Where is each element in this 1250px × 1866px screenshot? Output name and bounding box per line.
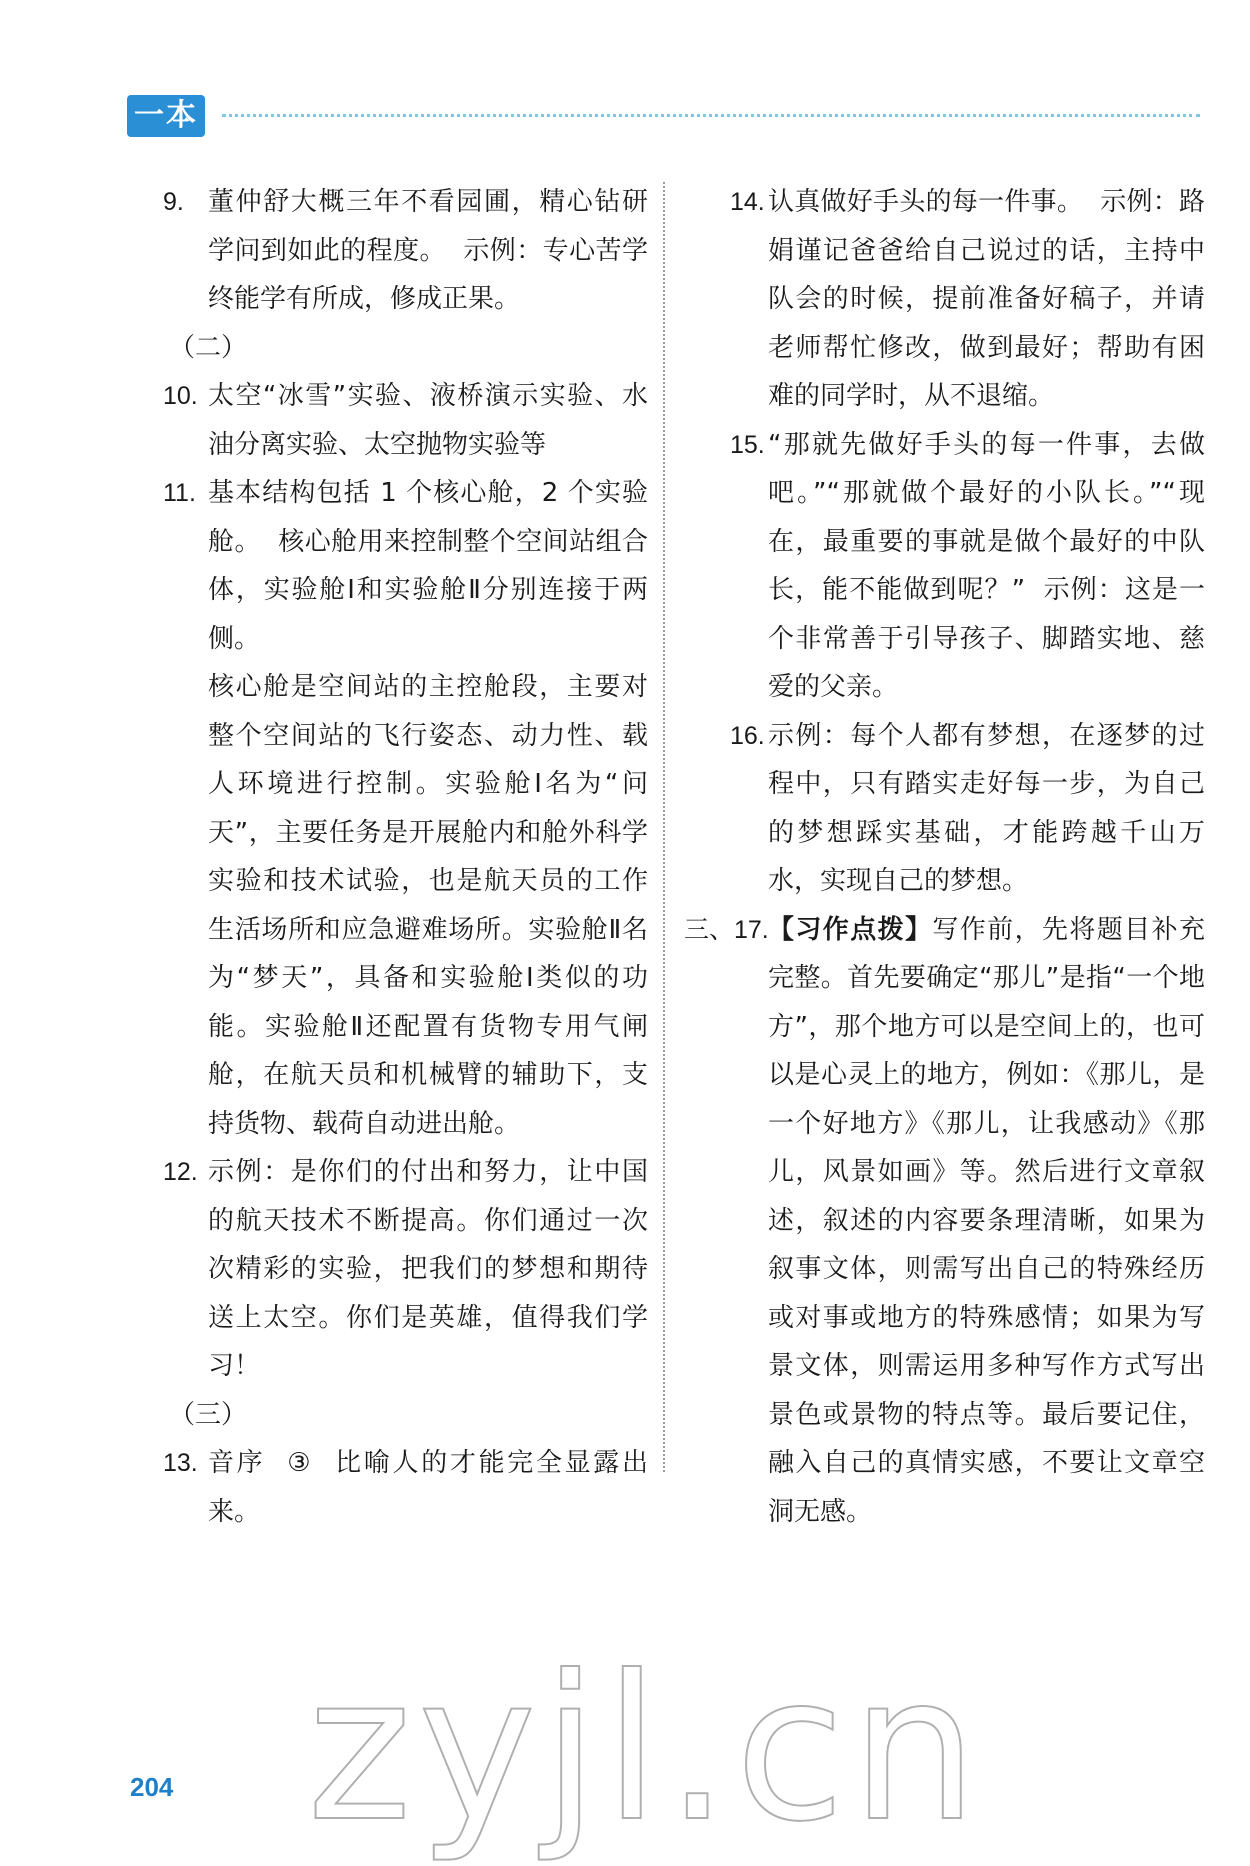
- answer-number: 三、17.: [684, 915, 769, 944]
- answer-12: [163, 1148, 648, 1391]
- answer-text: 示例：每个人都有梦想，在逐梦的过程中，只有踏实走好每一步，为自己的梦想踩实基础，才能跨越千山万水，实现自己的梦想。: [768, 720, 1205, 896]
- answer-16: [690, 712, 1205, 906]
- right-column: [684, 178, 1205, 1536]
- answer-number: 16.: [730, 721, 765, 750]
- answer-number: 12.: [163, 1158, 198, 1186]
- answer-text: 示例：是你们的付出和努力，让中国的航天技术不断提高。你们通过一次次精彩的实验，把我们的梦想和期待送上太空。你们是英雄，值得我们学习！: [208, 1157, 648, 1381]
- answer-14: [690, 178, 1205, 421]
- answer-number: 11.: [163, 479, 196, 507]
- answer-text: [768, 906, 1205, 1537]
- answer-17: [684, 906, 1205, 1537]
- page-number: 204: [130, 1772, 174, 1802]
- column-divider: [663, 182, 665, 1472]
- answer-15: [690, 421, 1205, 712]
- answer-number: 13.: [163, 1449, 198, 1477]
- answer-number: 10.: [163, 382, 198, 410]
- header-dotted-rule: [222, 114, 1200, 117]
- answer-text: 太空“冰雪”实验、液桥演示实验、水油分离实验、太空抛物实验等: [208, 381, 648, 460]
- answer-11: [163, 469, 648, 1148]
- answer-number: 15.: [730, 430, 765, 459]
- answer-text: 基本结构包括 1 个核心舱，2 个实验舱。 核心舱用来控制整个空间站组合体，实验舱Ⅰ和实验舱Ⅱ分别连接于两侧。 核心舱是空间站的主控舱段，主要对整个空间站的飞行姿态、动力性、载人环境进行控制。实验舱Ⅰ名为“问天”，主要任务是开展舱内和舱外科学实验和技术试验，也是航天员的工作生活场所和应急避难场所。实验舱Ⅱ名为“梦天”，具备和实验舱Ⅰ类似的功能。实验舱Ⅱ还配置有货物专用气闸舱，在航天员和机械臂的辅助下，支持货物、载荷自动进出舱。: [208, 478, 648, 1139]
- answer-text: 认真做好手头的每一件事。 示例：路娟谨记爸爸给自己说过的话，主持中队会的时候，提前准备好稿子，并请老师帮忙修改，做到最好；帮助有困难的同学时，从不退缩。: [768, 187, 1205, 411]
- answer-number: 14.: [730, 188, 765, 216]
- answer-9: [163, 178, 648, 324]
- section-heading: （二）: [169, 332, 248, 363]
- watermark: zyjl.cn: [307, 1633, 984, 1866]
- left-column: [163, 178, 648, 1536]
- writing-tip-label: 【习作点拨】: [768, 914, 933, 945]
- answer-10: [163, 372, 648, 469]
- section-heading: （三）: [169, 1399, 248, 1430]
- writing-tip-text: 写作前，先将题目补充完整。首先要确定“那儿”是指“一个地方”，那个地方可以是空间上的，也可以是心灵上的地方，例如：《那儿，是一个好地方》《那儿，让我感动》《那儿，风景如画》等。然后进行文章叙述，叙述的内容要条理清晰，如果为叙事文体，则需写出自己的特殊经历或对事或地方的特殊感情；如果为写景文体，则需运用多种写作方式写出景色或景物的特点等。最后要记住，融入自己的真情实感，不要让文章空洞无感。: [768, 914, 1205, 1527]
- answer-13: [163, 1439, 648, 1536]
- logo: 一本: [127, 95, 205, 137]
- answer-text: “那就先做好手头的每一件事，去做吧。”“那就做个最好的小队长。”“现在，最重要的事就是做个最好的中队长，能不能做到呢？” 示例：这是一个非常善于引导孩子、脚踏实地、慈爱的父亲。: [768, 429, 1205, 702]
- answer-number: 9.: [163, 188, 184, 216]
- answer-text: 董仲舒大概三年不看园圃，精心钻研学问到如此的程度。 示例：专心苦学终能学有所成，修成正果。: [208, 187, 648, 314]
- answer-text: 音序 ③ 比喻人的才能完全显露出来。: [208, 1448, 648, 1527]
